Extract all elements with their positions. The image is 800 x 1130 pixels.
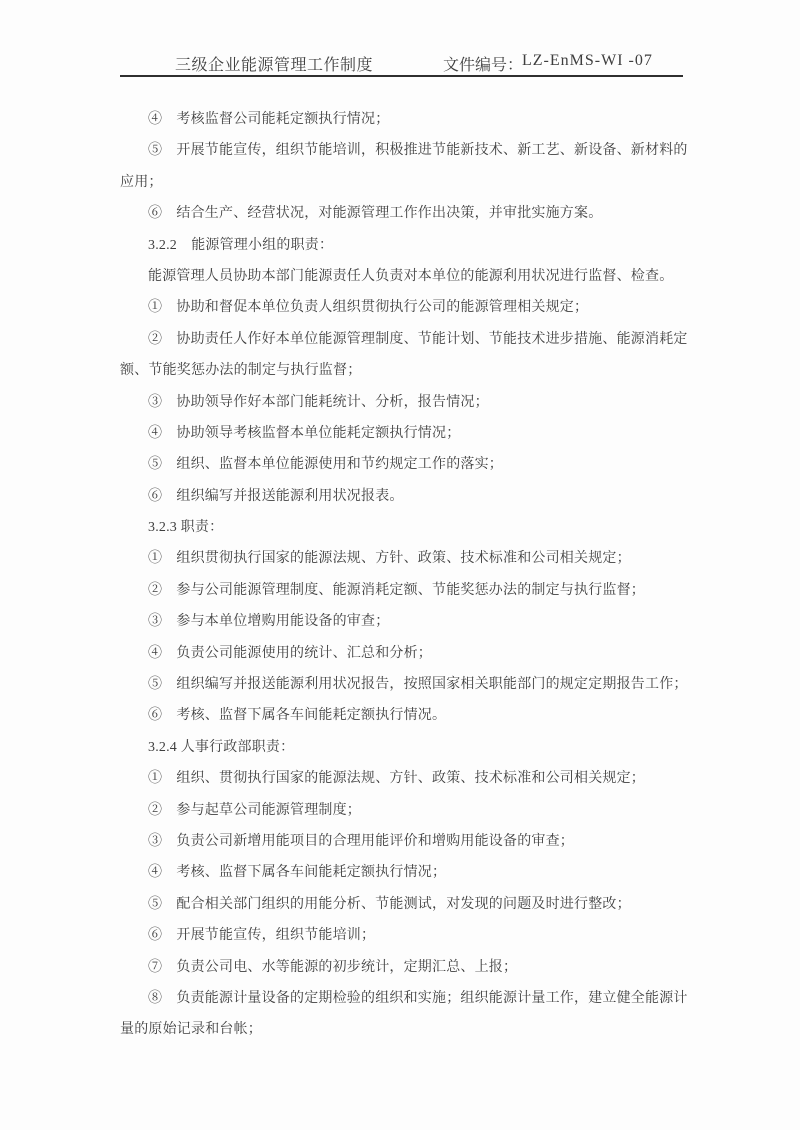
text-line: 能源管理人员协助本部门能源责任人负责对本单位的能源利用状况进行监督、检查。 [148, 268, 674, 284]
text-line: ④ 负责公司能源使用的统计、汇总和分析； [148, 645, 432, 661]
text-line: 3.2.2 能源管理小组的职责： [148, 237, 334, 253]
text-line: 应用； [120, 174, 163, 190]
text-line: ⑥ 开展节能宣传，组织节能培训； [148, 928, 376, 944]
text-line: ⑥ 结合生产、经营状况，对能源管理工作作出决策，并审批实施方案。 [148, 206, 603, 222]
text-line: 3.2.3 职责： [148, 520, 224, 536]
text-line: ④ 考核监督公司能耗定额执行情况； [148, 112, 390, 127]
text-line: ① 组织、贯彻执行国家的能源法规、方针、政策、技术标准和公司相关规定； [148, 771, 645, 787]
doc-number-value: LZ-EnMS-WI -07 [522, 52, 653, 69]
text-line: ⑤ 开展节能宣传，组织节能培训，积极推进节能新技术、新工艺、新设备、新材料的 [148, 143, 688, 159]
text-line: ⑦ 负责公司电、水等能源的初步统计，定期汇总、上报； [148, 959, 518, 975]
text-line: ⑥ 组织编写并报送能源利用状况报表。 [148, 488, 404, 504]
text-line: ③ 负责公司新增用能项目的合理用能评价和增购用能设备的审查； [148, 833, 574, 849]
text-line: 3.2.4 人事行政部职责： [148, 739, 295, 755]
text-line: ⑧ 负责能源计量设备的定期检验的组织和实施；组织能源计量工作，建立健全能源计 [148, 990, 688, 1006]
text-line: ③ 参与本单位增购用能设备的审查； [148, 614, 390, 630]
document-title: 三级企业能源管理工作制度 [175, 57, 374, 74]
text-line: ① 协助和督促本单位负责人组织贯彻执行公司的能源管理相关规定； [148, 300, 589, 316]
text-line: ④ 考核、监督下属各车间能耗定额执行情况； [148, 865, 447, 881]
text-line: ④ 协助领导考核监督本单位能耗定额执行情况； [148, 425, 461, 441]
text-line: 额、节能奖惩办法的制定与执行监督； [120, 363, 362, 379]
header-divider [120, 75, 683, 77]
text-line: ⑤ 配合相关部门组织的用能分析、节能测试，对发现的问题及时进行整改； [148, 896, 631, 912]
document-lines [120, 104, 688, 1046]
text-line: ② 参与起草公司能源管理制度； [148, 802, 361, 818]
text-line: ② 协助责任人作好本单位能源管理制度、节能计划、节能技术进步措施、能源消耗定 [148, 331, 688, 347]
text-line: 量的原始记录和台帐； [120, 1022, 262, 1038]
text-line: ⑤ 组织、监督本单位能源使用和节约规定工作的落实； [148, 457, 503, 473]
text-line: ⑥ 考核、监督下属各车间能耗定额执行情况。 [148, 708, 447, 724]
text-line: ② 参与公司能源管理制度、能源消耗定额、节能奖惩办法的制定与执行监督； [148, 582, 645, 598]
text-line: ③ 协助领导作好本部门能耗统计、分析，报告情况； [148, 394, 489, 410]
text-line: ① 组织贯彻执行国家的能源法规、方针、政策、技术标准和公司相关规定； [148, 551, 631, 567]
doc-number-label: 文件编号： [443, 57, 524, 74]
text-line: ⑤ 组织编写并报送能源利用状况报告，按照国家相关职能部门的规定定期报告工作； [148, 677, 688, 693]
